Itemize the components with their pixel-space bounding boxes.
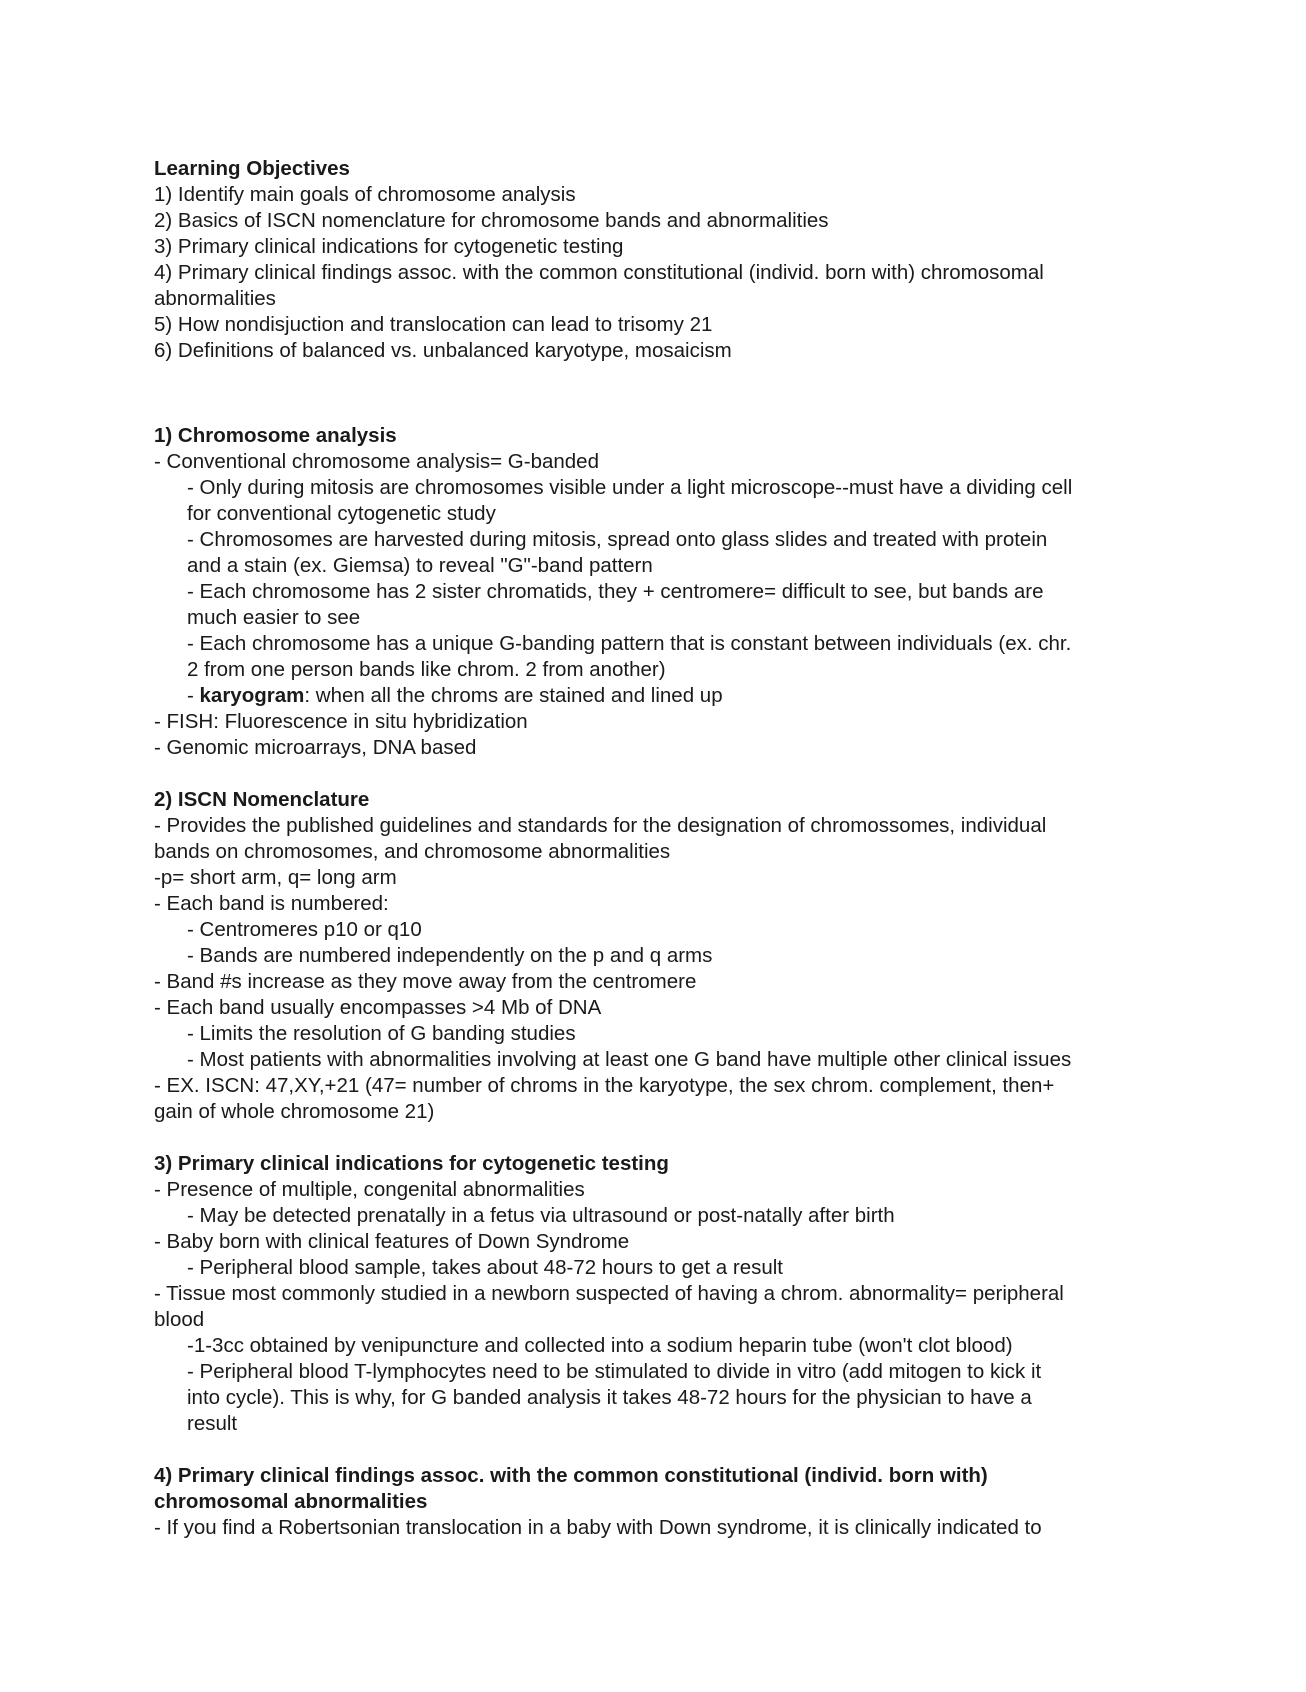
objective-item: abnormalities	[154, 287, 276, 310]
section-clinical-indications	[154, 1151, 1154, 1437]
section-chromosome-analysis	[154, 423, 1154, 761]
bullet-line: - Genomic microarrays, DNA based	[154, 736, 477, 759]
section-title: 2) ISCN Nomenclature	[154, 788, 370, 811]
sub-bullet-line: into cycle). This is why, for G banded analysis it takes 48-72 hours for the physician to have a	[187, 1386, 1032, 1409]
sub-bullet-line: - Most patients with abnormalities involving at least one G band have multiple other clinical issues	[187, 1048, 1072, 1071]
section-iscn-nomenclature	[154, 787, 1154, 1125]
spacer	[154, 397, 1154, 423]
objective-item: 2) Basics of ISCN nomenclature for chromosome bands and abnormalities	[154, 209, 829, 232]
sub-bullet-line: much easier to see	[187, 606, 361, 629]
section-clinical-findings	[154, 1463, 1154, 1541]
sub-bullet-line: -1-3cc obtained by venipuncture and collected into a sodium heparin tube (won't clot blood)	[187, 1334, 1013, 1357]
sub-bullet-line: for conventional cytogenetic study	[187, 502, 496, 525]
bullet-line: - Band #s increase as they move away from the centromere	[154, 970, 697, 993]
bullet-line: bands on chromosomes, and chromosome abnormalities	[154, 840, 671, 863]
sub-bullet-line: - Each chromosome has a unique G-banding pattern that is constant between individuals (ex. chr.	[187, 632, 1072, 655]
objective-item: 3) Primary clinical indications for cytogenetic testing	[154, 235, 624, 258]
section-title: 3) Primary clinical indications for cytogenetic testing	[154, 1152, 669, 1175]
sub-bullet-line: - Only during mitosis are chromosomes visible under a light microscope--must have a dividing cell	[187, 476, 1073, 499]
bullet-line: - Presence of multiple, congenital abnormalities	[154, 1178, 585, 1201]
sub-bullet-line: - Limits the resolution of G banding studies	[187, 1022, 576, 1045]
sub-bullet-line: and a stain (ex. Giemsa) to reveal "G"-band pattern	[187, 554, 653, 577]
objective-item: 4) Primary clinical findings assoc. with the common constitutional (individ. born with) chromosomal	[154, 261, 1044, 284]
spacer	[154, 1437, 1154, 1463]
objective-item: 6) Definitions of balanced vs. unbalanced karyotype, mosaicism	[154, 339, 732, 362]
karyogram-definition	[154, 683, 1154, 709]
sub-bullet-line: - Peripheral blood T-lymphocytes need to be stimulated to divide in vitro (add mitogen to kick it	[187, 1360, 1042, 1383]
sub-bullet-line: - Chromosomes are harvested during mitosis, spread onto glass slides and treated with protein	[187, 528, 1048, 551]
section-title: 1) Chromosome analysis	[154, 424, 397, 447]
bullet-line: - EX. ISCN: 47,XY,+21 (47= number of chroms in the karyotype, the sex chrom. complement, then+	[154, 1074, 1055, 1097]
learning-objectives	[154, 156, 1154, 364]
spacer	[154, 761, 1154, 787]
bullet-line: blood	[154, 1308, 205, 1331]
spacer	[154, 364, 1154, 397]
objectives-title: Learning Objectives	[154, 157, 350, 180]
sub-bullet-line: - Each chromosome has 2 sister chromatids, they + centromere= difficult to see, but bands are	[187, 580, 1044, 603]
sub-bullet-line: 2 from one person bands like chrom. 2 from another)	[187, 658, 666, 681]
sub-bullet-line: - Centromeres p10 or q10	[187, 918, 422, 941]
bullet-line: -p= short arm, q= long arm	[154, 866, 397, 889]
bullet-line: - Baby born with clinical features of Down Syndrome	[154, 1230, 630, 1253]
sub-bullet-line: - Peripheral blood sample, takes about 48-72 hours to get a result	[187, 1256, 783, 1279]
section-title: 4) Primary clinical findings assoc. with the common constitutional (individ. born with)	[154, 1464, 988, 1487]
bullet-line: - Each band usually encompasses >4 Mb of DNA	[154, 996, 602, 1019]
bullet-line: - Provides the published guidelines and standards for the designation of chromossomes, individual	[154, 814, 1047, 837]
bullet-prefix: -	[187, 684, 200, 707]
objective-item: 1) Identify main goals of chromosome analysis	[154, 183, 576, 206]
bullet-line: - Each band is numbered:	[154, 892, 389, 915]
sub-bullet-line: result	[187, 1412, 238, 1435]
spacer	[154, 1125, 1154, 1151]
bullet-line: - Tissue most commonly studied in a newborn suspected of having a chrom. abnormality= peripheral	[154, 1282, 1064, 1305]
sub-bullet-line: - Bands are numbered independently on the p and q arms	[187, 944, 713, 967]
document-page	[154, 156, 1154, 1541]
bullet-line: - FISH: Fluorescence in situ hybridization	[154, 710, 528, 733]
bullet-line: gain of whole chromosome 21)	[154, 1100, 435, 1123]
objective-item: 5) How nondisjuction and translocation can lead to trisomy 21	[154, 313, 713, 336]
definition-text: : when all the chroms are stained and lined up	[304, 684, 723, 707]
section-title-continued: chromosomal abnormalities	[154, 1490, 428, 1513]
term-karyogram: karyogram	[199, 684, 305, 707]
bullet-line: - Conventional chromosome analysis= G-banded	[154, 450, 599, 473]
bullet-line: - If you find a Robertsonian translocation in a baby with Down syndrome, it is clinically indicated to	[154, 1516, 1042, 1539]
sub-bullet-line: - May be detected prenatally in a fetus via ultrasound or post-natally after birth	[187, 1204, 895, 1227]
